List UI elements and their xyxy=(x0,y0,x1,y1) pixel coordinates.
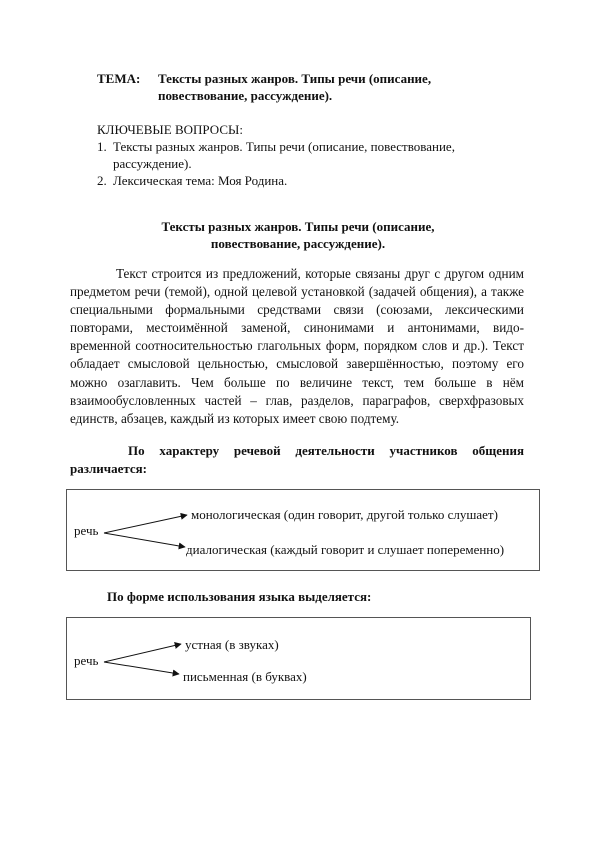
body-paragraph: Текст строится из предложений, которые связаны друг с другом одним предметом речи (темой), одной целевой установкой (задачей общения), а также специальными формальными средствами связи (союзами, лексическими повторами, местоимённой заменой, синонимами и антонимами, видо-временной соотносительностью глагольных форм, порядком слов и др.). Текст обладает смысловой цельностью, смысловой завершённостью, поэтому его можно озаглавить. Чем больше по величине текст, тем больше в нём взаимообусловленных частей – глав, разделов, параграфов, сверхфразовых единств, абзацев, каждый из которых имеет свою подтему. xyxy=(70,266,524,426)
list-item xyxy=(97,138,517,172)
diagram-option-dialogue: диалогическая (каждый говорит и слушает попеременно) xyxy=(186,542,505,557)
list-item-text: Тексты разных жанров. Типы речи (описание, повествование, xyxy=(113,139,455,154)
theme-title-line1: Тексты разных жанров. Типы речи (описание, xyxy=(158,71,432,86)
theme-title xyxy=(158,70,488,104)
list-item xyxy=(97,172,517,189)
arrow-to-monologue xyxy=(104,515,187,533)
diagram-root-label: речь xyxy=(74,653,99,668)
diagram-box-2 xyxy=(66,617,531,700)
arrow-to-oral xyxy=(104,644,181,662)
diagram-root-label: речь xyxy=(74,523,99,538)
section-title-line1: Тексты разных жанров. Типы речи (описание, xyxy=(161,219,435,234)
arrow-to-dialogue xyxy=(104,533,185,547)
key-questions-list xyxy=(97,138,517,189)
diagram-option-oral: устная (в звуках) xyxy=(185,637,279,652)
classification-heading-1: По характеру речевой деятельности участников общения различается: xyxy=(70,443,524,476)
key-questions-title: КЛЮЧЕВЫЕ ВОПРОСЫ: xyxy=(97,122,243,137)
diagram-arrows-1 xyxy=(67,490,539,570)
list-item-text-cont: рассуждение). xyxy=(113,156,192,171)
diagram-option-monologue: монологическая (один говорит, другой только слушает) xyxy=(191,507,498,522)
classification-heading-2: По форме использования языка выделяется: xyxy=(107,589,372,604)
arrow-to-written xyxy=(104,662,179,674)
diagram-box-1 xyxy=(66,489,540,571)
list-item-number: 2. xyxy=(97,173,107,188)
theme-title-line2: повествование, рассуждение). xyxy=(158,88,333,103)
section-title xyxy=(120,218,476,252)
theme-label: ТЕМА: xyxy=(97,71,141,86)
diagram-option-written: письменная (в буквах) xyxy=(183,669,307,684)
section-title-line2: повествование, рассуждение). xyxy=(210,236,386,251)
diagram-arrows-2 xyxy=(67,618,530,699)
list-item-text: Лексическая тема: Моя Родина. xyxy=(113,173,288,188)
list-item-number: 1. xyxy=(97,139,107,154)
